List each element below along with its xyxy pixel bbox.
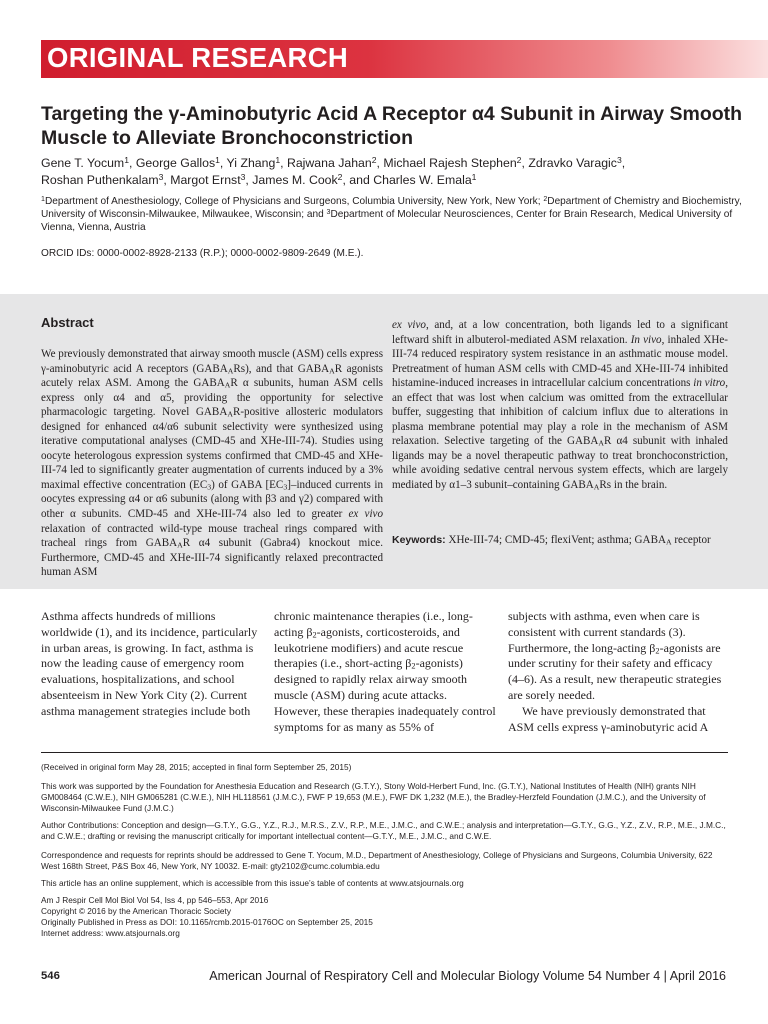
keywords-label: Keywords: xyxy=(392,534,446,546)
affiliations: $^1$Department of Anesthesiology, College of Physicians and Surgeons, Columbia University, New York, New York; $^2$Department of Chemistry and Biochemistry, University of Wisconsin-Milwaukee, Milwaukee, Wisconsin; and $^3$Department of Molecular Neurosciences, Center for Brain Research, Medical University of Vienna, Vienna, Austria xyxy=(41,195,742,234)
journal-footer: American Journal of Respiratory Cell and Molecular Biology Volume 54 Number 4 | April 2016 xyxy=(209,969,726,983)
author: Yi Zhang$^1$, xyxy=(226,155,287,170)
funding-note: This work was supported by the Foundation for Anesthesia Education and Research (G.T.Y.), Stony Wold-Herbert Fund, Inc. (G.T.Y.), National Institutes of Health (NIH) grants NIH GM008464 (C.W.E.), NIH GM065281 (C.W.E.), NIH HL118561 (J.M.C.), FWF P 19,653 (M.E.), FWF DK 1,232 (M.E.), the Bradley-Herzfeld Foundation (J.M.C.), and the University of Wisconsin-Milwaukee Fund (J.M.C.) xyxy=(41,781,706,814)
abstract-text-col1: We previously demonstrated that airway smooth muscle (ASM) cells express γ-aminobutyric acid A receptors $(GABA_ARs)$, and that $GABA_AR$ agonists acutely relax ASM. Among the $GABA_AR$ α subunits, human ASM cells express only α4 and α5, providing the opportunity for selective pharmacologic targeting. Novel $GABA_AR$-positive allosteric modulators designed for enhanced α4/α6 subunit selectivity were synthesized using iterative computational analyses (CMD-45 and XHe-III-74). Studies using oocyte heterologous expression systems confirmed that CMD-45 and XHe-III-74 led to significantly greater augmentation of currents induced by a 3% maximal effective concentration $(EC_3)$ of GABA $[EC_3]$–induced currents in oocytes expressing α4 or α6 subunits (along with β3 and γ2) compared with other α subunits. CMD-45 and XHe-III-74 also led to greater ex vivo relaxation of contracted wild-type mouse tracheal rings compared with tracheal rings from $GABA_AR$ α4 subunit (Gabra4) knockout mice. Furthermore, CMD-45 and XHe-III-74 significantly relaxed precontracted human ASM xyxy=(41,348,384,579)
body-column-2: chronic maintenance therapies (i.e., long-acting $\beta_2$-agonists, corticosteroids, and leukotriene modifiers) and acute rescue therapies (i.e., short-acting $\beta_2-agonists$) designed to rapidly relax airway smooth muscle (ASM) during acute attacks. However, these therapies inadequately control symptoms for as many as 55% of xyxy=(274,609,496,734)
supplement-note: This article has an online supplement, which is accessible from this issue’s table of contents at www.atsjournals.org xyxy=(41,878,464,888)
banner-label: ORIGINAL RESEARCH xyxy=(47,42,349,73)
author-list xyxy=(41,155,761,189)
footnote-divider xyxy=(41,752,728,753)
received-dates: (Received in original form May 28, 2015; accepted in final form September 25, 2015) xyxy=(41,762,352,772)
author-contributions: Author Contributions: Conception and design—G.T.Y., G.G., Y.Z., R.J., M.R.S., Z.V., R.P., M.E., J.M.C., and C.W.E.; analysis and interpretation—G.T.Y., G.G., Y.Z., Z.V., R.P., M.E., J.M.C., and C.W.E.; drafting or revising the manuscript critically for important intellectual content—G.T.Y., M.E., J.M.C., and C.W.E. xyxy=(41,820,726,842)
body-column-1: Asthma affects hundreds of millions worldwide (1), and its incidence, particularly in urban areas, is growing. In fact, asthma is now the leading cause of emergency room evaluations, hospitalizations, and school absenteeism in New York City (2). Current asthma management strategies include both xyxy=(41,609,258,718)
correspondence-note: Correspondence and requests for reprints should be addressed to Gene T. Yocum, M.D., Department of Anesthesiology, College of Physicians and Surgeons, Columbia University, 622 West 168th Street, P&S Box 46, New York, NY 10032. E-mail: gty2102@cumc.columbia.edu xyxy=(41,850,713,872)
body-column-3: subjects with asthma, even when care is consistent with current standards (3). Furthermore, the long-acting $\beta_2$-agonists are under scrutiny for their safety and efficacy (4–6). As a result, new therapeutic strategies are sorely needed. We have previously demonstrated that ASM cells express γ-aminobutyric acid A xyxy=(508,609,722,734)
author: Michael Rajesh Stephen$^2$, xyxy=(383,155,529,170)
page-number: 546 xyxy=(41,970,60,982)
author: Gene T. Yocum$^1$, xyxy=(41,155,136,170)
citation-info: Am J Respir Cell Mol Biol Vol 54, Iss 4, pp 546–553, Apr 2016 Copyright © 2016 by the American Thoracic Society Originally Published in Press as DOI: 10.1165/rcmb.2015-0176OC on September 25, 2015 Internet address: www.atsjournals.org xyxy=(41,895,373,939)
orcid-ids: ORCID IDs: 0000-0002-8928-2133 (R.P.); 0000-0002-9809-2649 (M.E.). xyxy=(41,248,364,259)
author: George Gallos$^1$, xyxy=(135,155,227,170)
keywords: Keywords: XHe-III-74; CMD-45; flexiVent; asthma; $GABA_A$ receptor xyxy=(392,534,711,547)
author: Roshan Puthenkalam$^3$, xyxy=(41,172,171,187)
abstract-text-col2: ex vivo, and, at a low concentration, both ligands led to a significant leftward shift in albuterol-mediated ASM relaxation. In vivo, inhaled XHe-III-74 reduced respiratory system resistance in an asthmatic mouse model. Pretreatment of human ASM cells with CMD-45 and XHe-III-74 inhibited histamine-induced increases in intracellular calcium concentrations in vitro, an effect that was lost when calcium was omitted from the extracellular buffer, suggesting that inhibition of calcium influx due to alterations in plasma membrane potential may play a role in the mechanism of ASM relaxation. Selective targeting of the $GABA_AR$ α4 subunit with inhaled ligands may be a novel therapeutic pathway to treat bronchoconstriction, while avoiding sedative central nervous system effects, which are largely mediated by α1–3 subunit–containing $GABA_ARs$ in the brain. xyxy=(392,319,728,492)
section-banner xyxy=(41,40,768,78)
author: Zdravko Varagic$^3$, xyxy=(528,155,626,170)
article-title: Targeting the γ-Aminobutyric Acid A Receptor α4 Subunit in Airway Smooth Muscle to Alleviate Bronchoconstriction xyxy=(41,103,743,149)
author: James M. Cook$^2$, and xyxy=(252,172,374,187)
abstract-heading: Abstract xyxy=(41,315,94,330)
author: Rajwana Jahan$^2$, xyxy=(286,155,384,170)
author: Margot Ernst$^3$, xyxy=(170,172,253,187)
author: Charles W. Emala$^1$ xyxy=(373,172,477,187)
